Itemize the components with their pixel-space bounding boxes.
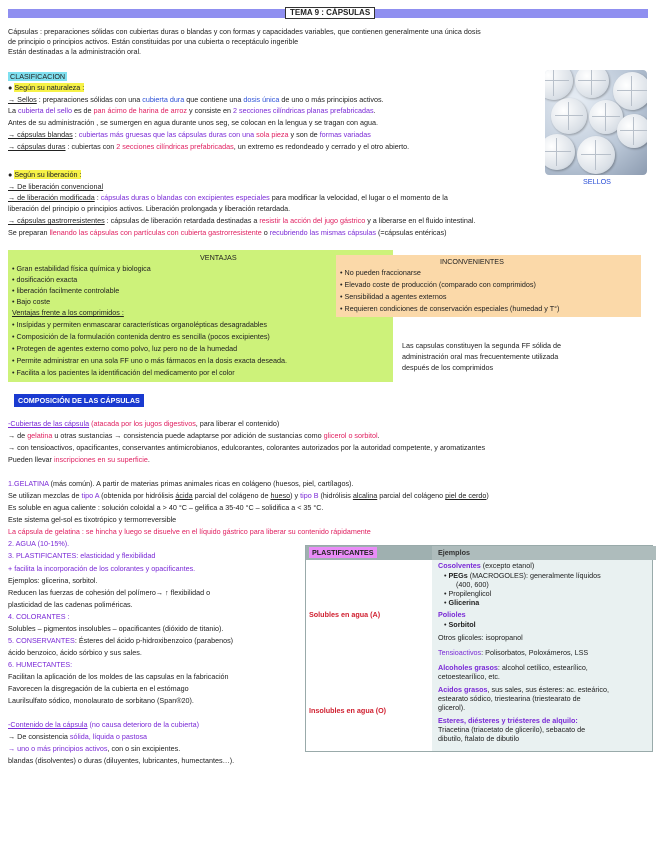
ventajas-heading: VENTAJAS [200, 253, 237, 262]
nota-line: Las capsulas constituyen la segunda FF sólida de [402, 341, 562, 350]
ventaja-vs-item: • Facilita a los pacientes la identificación del medicamento por el color [12, 368, 235, 377]
ventaja-vs-item: • Permite administrar en una sola FF uno o más fármacos en la dosis exacta deseada. [12, 356, 287, 365]
inconveniente-item: • Sensibilidad a agentes externos [340, 292, 447, 301]
mezclas-line: Se utilizan mezclas de tipo A (obtenida por hidrólisis ácida parcial del colágeno de hueso) y tipo B (hidrólisis alcalina parcial del colágeno piel de cerdo) [8, 491, 489, 500]
inconveniente-item: • Requieren condiciones de conservación especiales (humedad y T°) [340, 304, 560, 313]
image-caption: SELLOS [583, 177, 611, 186]
capa-line: La cápsula de gelatina : se hincha y luego se disuelve en el líquido gástrico para liberar su contenido rápidamente [8, 527, 371, 536]
consistencia-line: → De consistencia sólida, líquida o pastosa [8, 732, 148, 741]
solubles-label: Solubles en agua (A) [309, 610, 381, 619]
table-label: PLASTIFICANTES [309, 547, 377, 558]
ventaja-item: • Gran estabilidad física química y biologica [12, 264, 151, 273]
plastificantes-title: 3. PLASTIFICANTES: elasticidad y flexibilidad [8, 551, 156, 560]
table-cell: Esteres, diésteres y triésteres de alquilo: [438, 716, 578, 725]
cubiertas-line: -Cubiertas de las cápsula (atacada por los jugos digestivos, para liberar el contenido) [8, 419, 280, 428]
modificada-line: → de liberación modificada : cápsulas duras o blandas con excipientes especiales para modificar la velocidad, el lugar o el momento de la [8, 193, 448, 202]
humectantes-title: 6. HUMECTANTES: [8, 660, 73, 669]
plastificantes-ej: Ejemplos: glicerina, sorbitol. [8, 576, 98, 585]
table-cell: Alcoholes grasos: alcohol cetílico, estearílico, [438, 663, 588, 672]
pill-graphic [551, 98, 587, 134]
ventaja-item: • liberación facilmente controlable [12, 286, 120, 295]
nota-line: después de los comprimidos [402, 363, 494, 372]
ventaja-item: • dosificación exacta [12, 275, 78, 284]
inscripciones-line: Pueden llevar inscripciones en su superficie. [8, 455, 150, 464]
intro-line-2: de principio o principios activos. Están constituidas por una cubierta o receptáculo ingerible [8, 37, 299, 46]
ventaja-vs-item: • Protegen de agentes externo como polvo, luz pero no de la humedad [12, 344, 238, 353]
table-cell: Otros glicoles: isopropanol [438, 633, 523, 642]
table-cell: glicerol). [438, 703, 466, 712]
liberacion-title: ● Según su liberación : [8, 170, 82, 179]
sellos-image [545, 70, 647, 175]
inconveniente-item: • Elevado coste de producción (comparado con comprimidos) [340, 280, 536, 289]
pill-graphic [545, 134, 575, 170]
tensio-line: → con tensioactivos, opacificantes, conservantes antimicrobianos, edulcorantes, colorantes autorizados por la autoridad competente, y aromatizantes [8, 443, 486, 452]
pill-graphic [545, 70, 573, 100]
table-cell: dibutilo, ftalato de dibutilo [438, 734, 520, 743]
nota-line: administración oral mas frecuentemente utilizada [402, 352, 559, 361]
table-cell: estearato sódico, triestearina (triestearato de [438, 694, 581, 703]
sellos-line: → Sellos : preparaciones sólidas con una cubierta dura que contiene una dosis única de uno o más principios activos. [8, 95, 384, 104]
table-cell: cetoestearílico, etc. [438, 672, 500, 681]
intro-line-1: Cápsulas : preparaciones sólidas con cubiertas duras o blandas y con formas y capacidades variables, que contienen generalmente una única dosis [8, 27, 481, 36]
antes-line: Antes de su administración , se sumergen en agua durante unos seg, se colocan en la lengua y se tragan con agua. [8, 118, 378, 127]
insolubles-label: Insolubles en agua (O) [309, 706, 387, 715]
blandas-line: → cápsulas blandas : cubiertas más gruesas que las cápsulas duras con una sola pieza y son de formas variadas [8, 130, 371, 139]
table-cell: Tensioactivos: Polisorbatos, Poloxámeros, LSS [438, 648, 589, 657]
principios-line: → uno o más principios activos, con o sin excipientes. [8, 744, 181, 753]
colorantes-title: 4. COLORANTES : [8, 612, 70, 621]
tixo-line: Este sistema gel-sol es tixotrópico y termorreversible [8, 515, 177, 524]
humectantes-3: Laurilsulfato sódico, monolaurato de sorbitano (Span®20). [8, 696, 194, 705]
plastificantes-red-1: Reducen las fuerzas de cohesión del polímero→ ↑ flexibilidad o [8, 588, 211, 597]
gelatina-line: → de gelatina u otras sustancias → consistencia puede adaptarse por adición de sustancias como glicerol o sorbitol. [8, 431, 380, 440]
table-cell: • Sorbitol [444, 620, 476, 629]
preparan-line: Se preparan llenando las cápsulas con partículas con cubierta gastrorresistente o recubriendo las mismas cápsulas (=cápsulas entéricas) [8, 228, 447, 237]
table-cell: Polioles [438, 610, 466, 619]
page-title: TEMA 9 : CÁPSULAS [285, 7, 375, 19]
table-cell: (400, 600) [456, 580, 489, 589]
plastificantes-table [305, 545, 653, 752]
ventajas-vs-heading: Ventajas frente a los comprimidos : [12, 308, 124, 317]
table-cell: Cosolventes (excepto etanol) [438, 561, 535, 570]
soluble-line: Es soluble en agua caliente : solución coloidal a > 40 °C – gelifica a 35-40 °C – solidifica a < 35 °C. [8, 503, 324, 512]
colorantes-text: Solubles – pigmentos insolubles – opacificantes (dióxido de titanio). [8, 624, 224, 633]
contenido-line: -Contenido de la cápsula (no causa deterioro de la cubierta) [8, 720, 199, 729]
ventaja-vs-item: • Insípidas y permiten enmascarar características organolépticas desagradables [12, 320, 268, 329]
conservantes-line-2: ácido benzoico, ácido sórbico y sus sales. [8, 648, 142, 657]
sello-line: La cubierta del sello es de pan ácimo de harina de arroz y consiste en 2 secciones cilíndricas planas prefabricadas. [8, 106, 376, 115]
convencional-line: → De liberación convencional [8, 182, 104, 191]
inconvenientes-heading: INCONVENIENTES [440, 257, 504, 266]
ventaja-item: • Bajo coste [12, 297, 51, 306]
duras-line: → cápsulas duras : cubiertas con 2 secciones cilíndricas prefabricadas, un extremo es redondeado y cerrado y el otro abierto. [8, 142, 410, 151]
agua-line: 2. AGUA (10-15%). [8, 539, 70, 548]
table-cell: Triacetina (triacetato de glicerilo), sebacato de [438, 725, 586, 734]
modificada-line-2: liberación del principio o principios activos. Liberación prolongada y liberación retardada. [8, 204, 291, 213]
table-cell: Acidos grasos, sus sales, sus ésteres: ac. esteárico, [438, 685, 609, 694]
gelatina-title: 1.GELATINA (más común). A partir de materias primas animales ricas en colágeno (huesos, piel, cartílagos). [8, 479, 354, 488]
composicion-heading: COMPOSICIÓN DE LAS CÁPSULAS [14, 396, 144, 405]
inconveniente-item: • No pueden fraccionarse [340, 268, 421, 277]
pill-graphic [575, 70, 609, 98]
gastro-line: → cápsulas gastrorresistentes : cápsulas de liberación retardada destinadas a resistir la acción del jugo gástrico y a liberarse en el fluido intestinal. [8, 216, 476, 225]
table-cell: • Propilenglicol [444, 589, 492, 598]
humectantes-1: Facilitan la aplicación de los moldes de las capsulas en la fabricación [8, 672, 229, 681]
table-cell: • PEGs (MACROGOLES): generalmente líquidos [444, 571, 601, 580]
naturaleza-title: ● Según su naturaleza : [8, 83, 85, 92]
pill-graphic [577, 136, 615, 174]
intro-line-3: Están destinadas a la administración oral. [8, 47, 142, 56]
plastificantes-fac: + facilita la incorporación de los colorantes y opacificantes. [8, 564, 196, 573]
humectantes-2: Favorecen la disgregación de la cubierta en el estómago [8, 684, 189, 693]
table-header-label: Ejemplos [432, 546, 656, 560]
conservantes-line: 5. CONSERVANTES: Ésteres del ácido p-hidroxibenzoico (parabenos) [8, 636, 234, 645]
clasificacion-heading: CLASIFICACION [10, 72, 66, 81]
pill-graphic [617, 114, 647, 148]
plastificantes-red-2: plasticidad de las cadenas poliméricas. [8, 600, 133, 609]
ventaja-vs-item: • Composición de la formulación contenida dentro es sencilla (pocos excipientes) [12, 332, 270, 341]
table-cell: • Glicerina [444, 598, 480, 607]
blandas-duras-line: blandas (disolventes) o duras (diluyentes, lubricantes, humectantes…). [8, 756, 235, 765]
